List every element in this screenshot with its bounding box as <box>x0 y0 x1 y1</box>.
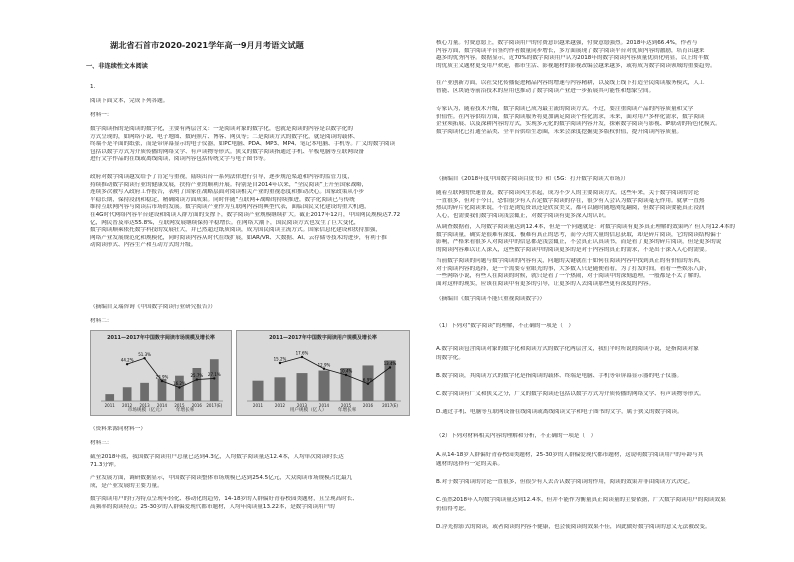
p9-line: 一直很多，但对于今日，恐怕很少有人否定数字阅读的存在，很少有人会认为数字阅读毫无作用。就拿一直热 <box>436 197 705 204</box>
legend-item: 用户规模（亿人） <box>289 408 327 413</box>
bar <box>123 387 132 401</box>
p2-line: 亿，网民普及率达55.8%，互联网发展继续保持平稳增长。在网络大潮下，国民阅读方式也发生了巨大变化， <box>90 219 360 226</box>
p6-line: 越多的优秀内容。数据显示，近70%的数字阅读用户认为2018年的数字阅读内容质量优质化明显，以上的半数 <box>436 55 709 62</box>
p11-line: 面对这样的现实，应该在阅读中有更多的引导，让更多的人去阅读那些更有深度的内容。 <box>436 280 655 287</box>
question-1: （1）下列对“数字阅读”的理解，不正确的一项是（ ） <box>436 323 575 329</box>
p10-line: 数字阅读量，确实是很难有深度、极难有真正的思考，而今天的大量的信息获取，却是碎片阅读，它的阅读结构偏于 <box>436 231 722 238</box>
growth-label: 10.4% <box>339 368 353 374</box>
growth-label: 13.4% <box>383 361 397 366</box>
x-tick-label: 2014 <box>156 403 168 408</box>
x-tick-label: 2012 <box>122 403 133 408</box>
x-tick-label: 2013 <box>139 403 150 408</box>
p8-line: 数字阅读化已打通全品类、全平台供给生态圈，未来会深度挖掘更多版权价值，提升阅读内容质量。 <box>436 128 683 135</box>
x-tick-label: 2015 <box>174 403 185 408</box>
p9-line: 随着互联网的快速普及，数字阅读风生水起，成为不少人的主要阅读方式。这些年来，关于数字阅读的讨论 <box>436 190 699 196</box>
q1-option-c[interactable]: C.数字阅读有广义和狭义之分，广义的数字阅读还包括以数字方式为介质传播的网络文学、有声读物等形式。 <box>436 391 705 397</box>
q1-option-d[interactable]: D.通过手机、电脑等互联网设备在线阅读或离线阅读文字和电子图书的文字，属于狭义的数字阅读。 <box>436 409 683 415</box>
x-tick-label: 2012 <box>274 403 286 408</box>
question-2: （2）下列对材料相关内容的理解和分析，不正确的一项是（ ） <box>436 433 597 439</box>
source-3: （摘编自《数字阅读不能只重视阅读数字》） <box>436 296 546 302</box>
bar <box>105 394 114 401</box>
growth-point <box>143 357 145 359</box>
growth-point <box>389 366 391 368</box>
growth-label: 6.9% <box>362 377 374 383</box>
legend-item: 年增长率 <box>175 408 195 413</box>
x-tick-label: 2015 <box>340 403 352 408</box>
source-1: （摘编自艾瑞咨询《中国数字阅读行业研究报告》） <box>90 304 216 310</box>
material-1-label: 材料一： <box>90 112 113 118</box>
document-title: 湖北省石首市2020-2021学年高一9月月考语文试题 <box>110 40 304 50</box>
q2-option-c-cont: 仍值得考虑。 <box>436 506 470 512</box>
growth-point <box>161 380 163 382</box>
material-2-label: 材料二： <box>90 318 113 324</box>
x-tick-label: 2017(E) <box>382 403 398 408</box>
p2-line: 平稳长期，保持浸润和稳定，精确阅读方面成果。同时伴随“互联网+战略的持续推进，数字化阅读已与传统 <box>90 196 355 203</box>
p2-line: 在4G时代网络内容平台建设和阅读人群方面的支撑下，数字阅读产业规模继续扩大。截止2017年12月，中国网民规模达7.72 <box>90 212 401 218</box>
growth-label: 44.2% <box>120 357 134 363</box>
x-tick-label: 2017(E) <box>206 403 223 408</box>
growth-point <box>213 377 215 379</box>
p1-line: 进行文字作品的在线或离线阅读，阅读内容包括传统文字与电子图书等。 <box>90 156 270 163</box>
growth-point <box>126 363 128 365</box>
p8-line: 专家认为，随着技术升级，数字阅读已成为最主流的阅读方式。不过，要注重阅读产品的内容质量和文学 <box>436 106 694 112</box>
p3-line: 71.3分钟。 <box>90 461 120 468</box>
growth-label: 27.1% <box>207 371 221 377</box>
bar <box>297 373 308 401</box>
p11-line: 当前数字阅读的问题与数字阅读的内容有关，问题的关键就在于如何在阅读内容中找到真正的有价值的东西， <box>436 258 705 264</box>
growth-point <box>178 386 180 388</box>
bar <box>140 383 149 401</box>
growth-label: 15.2% <box>273 356 287 362</box>
q2-option-a-cont: 题材的选择有一定的关系。 <box>436 461 504 467</box>
bar <box>207 359 221 401</box>
question-number: 1. <box>90 84 96 90</box>
x-tick-label: 2013 <box>296 403 308 408</box>
growth-label: 12.9% <box>317 362 331 368</box>
p8-line: 价值性。在内容供给方面，数字阅读服务将更加满足阅读个性化需求，未来，面对用户多样化需求，数字阅读 <box>436 113 705 120</box>
p9-line: 热议的碎片化阅读来说，不管是浏览资讯还是欣赏美文，都可以随时随地浏览翻阅，但数字阅读要能真正浸润 <box>436 205 705 212</box>
chart-user-size <box>236 330 410 416</box>
p7-line: 在产业创新方面，以社交化传播促进精品内容的增速与内容精耕，以及线上线下打造全民阅读服务模式，人工 <box>436 80 705 86</box>
legend-item: 市场规模（亿元） <box>127 408 165 413</box>
p6-line: 的优质主义题材更受用户欢迎，都市生活、影视题材的影视改编会越来越多，或将成为数字阅读领域的重要趋势。 <box>436 62 716 69</box>
p4-line: 成，是产业发展的主要力量。 <box>90 482 163 489</box>
p3-line: 截至2018年底，我国数字阅读用户总量已达到4.3亿，人均数字阅读量达12.4本，人均单次阅读时长达 <box>90 454 344 460</box>
chart-2-legend <box>237 407 409 413</box>
q2-option-a[interactable]: A.从14-18岁人群偏好青春校园类题材，25-30岁的人群偏爱现代都市题材，这说明数字阅读用户的年龄与其 <box>436 452 704 458</box>
p1-line: 方式呈现的，如网络小说、电子地图、数码照片、博客、网页等；二是阅读方式的数字化，就是阅读的载体、 <box>90 133 359 140</box>
chart-market-size <box>90 330 232 416</box>
p1-line: 包括以数字方式为介质传播的网络文学、有声读物等形式。狭义的数字阅读指通过手机、平板电脑等互联网设备 <box>90 148 365 155</box>
p10-line: 从调查数据看，人均数字阅读量达到12.4本，但是一个问题就是：对数字阅读有更多真正理解的效果吗？但人均12.4本的 <box>436 224 736 230</box>
chart-1-title: 2011—2017年中国数字阅读市场规模及增长率 <box>107 335 215 341</box>
p2-line: 动阅读形式、内容生产和互动方式的升级。 <box>90 242 197 249</box>
growth-point <box>301 356 303 358</box>
q2-option-c[interactable]: C.虽然2018年人均数字阅读量达到12.4本，但并不能作为衡量真正阅读量的主要依据，广大数字阅读用户的阅读效果 <box>436 497 726 503</box>
p1-line: 终端不是平面的纸张，而是带屏幕显示的电子仪器，如PC电脑、PDA、MP3、MP4、笔记本电脑、手机等。广义的数字阅读 <box>90 141 396 148</box>
chart-2-title: 2011—2017年中国数字阅读用户规模及增长率 <box>269 335 377 341</box>
growth-label: 25.7% <box>190 373 204 379</box>
growth-label: 17.6% <box>295 350 309 356</box>
p11-line: 对于阅读内容的选择，是一个需要专业眼光的事，大多数人只是随便看看，为了打发时间，看看一些娱乐八卦， <box>436 265 711 272</box>
p10-line: 的阅读内容难以让人深入，这些数字阅读中的阅读更多的是对于内容的真正的需求，不是出于深入人心的需要。 <box>436 246 711 253</box>
growth-point <box>196 378 198 380</box>
p4-line: 产业发展方面，调研数据显示，中国数字阅读整体市场规模已达到254.5亿元，大众阅读市场规模占比最九 <box>90 475 353 481</box>
x-tick-label: 2016 <box>191 403 202 408</box>
chart-1-legend <box>91 407 231 413</box>
growth-point <box>279 362 281 364</box>
x-tick-label: 2014 <box>318 403 330 408</box>
p5-line: 高频率的阅读特点；25-30岁的人群偏爱现代都市题材，人均年阅读量13.22本，是数字阅读用户的 <box>90 503 335 510</box>
p2-line: 网络产业发展规范化和规模化，同时阅读内容从时代在线扩展，如AR/VR、大数据、AI、云存储等技术的进步，有利于推 <box>90 234 387 241</box>
p6-line: 内容方面，数字阅读平台签约作者数量同步增长，多方面展现了数字阅读平台对优质内容的激励，培育出越来 <box>436 47 705 54</box>
p7-line: 智能、区块链等前沿技术的应用也推动了数字阅读产业进一步拓展其可能性和想象空间。 <box>436 87 655 94</box>
p8-line: 企业须拓展、以及深耕内容的方式，实现多元化的数字阅读内容开发，探索数字阅读与影视、IP联动的特色化模式。 <box>436 121 721 128</box>
source-ref: （资料来源同材料一） <box>90 426 146 432</box>
bar <box>253 381 264 401</box>
q1-option-a[interactable]: A.数字阅读包含阅读对象的数字化和阅读方式的数字化两层含义，我们平时所说的阅读小说，是指阅读对象 <box>436 346 699 352</box>
chart-2-svg <box>237 331 409 415</box>
x-tick-label: 2011 <box>104 403 115 408</box>
p2-line: 连续多次被写入政府工作报告，表明了国家在战略层面对阅读相关产业的重视态度和推动决心。国家政策从小步 <box>90 189 365 196</box>
p1-line: 数字阅读指的是阅读的数字化，主要有两层含义：一是阅读对象的数字化，也就是阅读的内容是以数字化的 <box>90 126 353 132</box>
p2-line: 政府对数字阅读越发给予了肯定与重视，陆续出台一系列法律进行引导，逐步规范渠道和内容的监管力度， <box>90 174 353 180</box>
growth-point <box>367 383 369 385</box>
material-3-label: 材料三： <box>90 440 113 446</box>
growth-point <box>323 368 325 370</box>
section-heading: 一、非连续性文本阅读 <box>86 63 148 70</box>
chart-1-svg <box>91 331 231 415</box>
p2-line: 维持互联网内容与阅读后市场的发展。数字阅读产业作为互联网内容的典型代表，面临国民文化建设的重大机遇， <box>90 204 370 211</box>
p2-line: 持续推动数字阅读行业的健康发展，扶持产业的顺利开展。特别是自2014年以来，“全民阅读”上升至国家战略， <box>90 181 368 188</box>
legend-item: 年增长率 <box>337 408 357 413</box>
p2-line: 数字阅读顺乘依托数字科技的发展壮大，并已然超过纸质阅读，成为国民阅读主流方式。国家信息化建设和扶持加强， <box>90 227 381 234</box>
growth-point <box>345 374 347 376</box>
q1-option-a-cont: 的数字化。 <box>436 355 464 361</box>
prompt: 阅读下面文本，完成下列各题。 <box>90 98 169 104</box>
q1-option-b[interactable]: B.数字阅读，其阅读方式的数字化是指阅读的载体、终端是电脑、手机等带屏幕显示器的电子仪器。 <box>436 373 683 379</box>
p5-line: 数字阅读用户的行为特点呈现年轻化、移动化的趋势，14-18岁的人群偏好青春校园类题材，且呈现高时长、 <box>90 496 358 502</box>
x-tick-label: 2016 <box>362 403 374 408</box>
p6-line: 核心力量。付费意愿上，数字阅读用户的付费意识越来越强，付费意愿强烈。2018年达到66.4%，作者与 <box>436 40 698 46</box>
x-tick-label: 2011 <box>252 403 264 408</box>
bar <box>319 371 330 401</box>
q2-option-b[interactable]: B.对于数字阅读的讨论一直很多，但很少有人去否认数字阅读的作用，阅读的效果并非由阅读方式决定。 <box>436 479 694 485</box>
p10-line: 影响，严格来看很多人对阅读中的信息都是浅尝辄止，不会真正认真读书，而是看了更多的碎片阅读，但是更多的说 <box>436 239 722 246</box>
growth-label: 23.9% <box>155 374 169 380</box>
growth-label: 16.2% <box>173 381 186 386</box>
p9-line: 人心，也需要我们数字阅读浅尝辄止，对数字阅读有更多深入的认识。 <box>436 212 610 219</box>
p11-line: 一些网络小说，有些人在阅读的时候，就只是看了一个热闹，对于阅读中的深刻道理，一般都是不太了解的。 <box>436 273 705 280</box>
growth-label: 51.3% <box>138 351 151 357</box>
source-2: （摘编自《2018年度中国数字阅读白皮书》和《5G：打开数字阅读大市场》） <box>436 176 629 182</box>
q2-option-d[interactable]: D.浮光掠影式的阅读，或者阅读的内容不健康，也会使阅读的效果不佳，因此做好数字阅读的意义无法被改变。 <box>436 524 711 530</box>
bar <box>275 377 286 401</box>
